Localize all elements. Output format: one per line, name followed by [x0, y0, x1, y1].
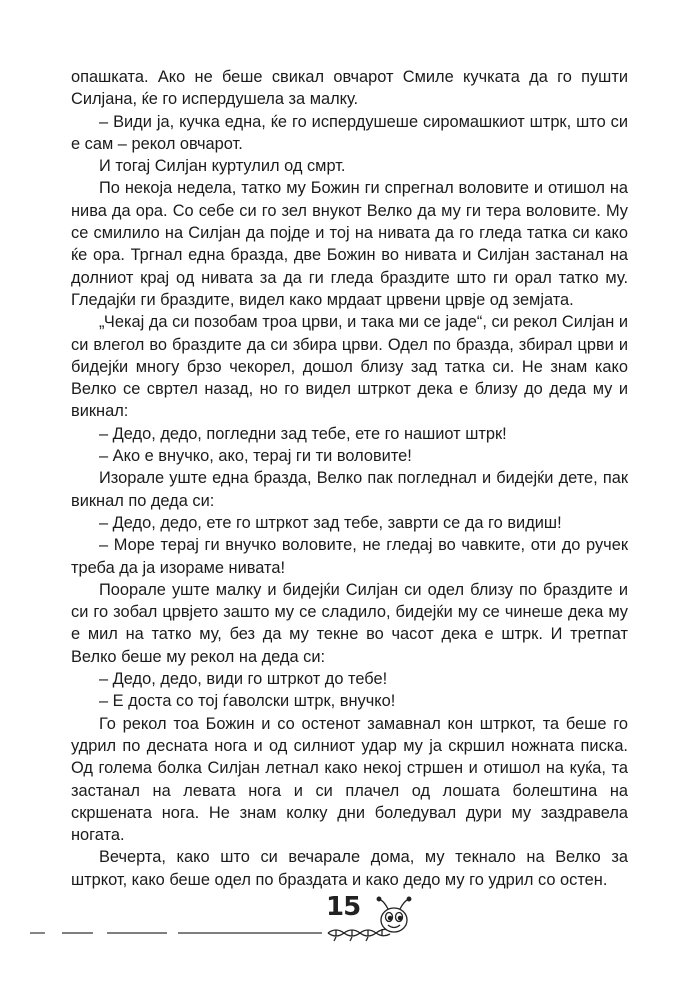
paragraph: – Ако е внучко, ако, терај ги ти воловите!: [99, 447, 412, 466]
paragraph: И тогај Силјан куртулил од смрт.: [99, 157, 346, 176]
paragraph: По некоја недела, татко му Божин ги спрегнал воловите и отишол на нива да ора. Со себе си го зел внукот Велко да му ги тера воловите. Му се смилило на Силјан да појде и тој на нивата да го гледа татка си како ќе ора. Тргнал една бразда, две Божин во нивата и Силјан застанал на долниот крај од нивата за да ги гледа браздите што ги орал татко му. Гледајќи ги браздите, видел како мрдаат црвени црвје од земјата.: [71, 179, 628, 309]
paragraph: – Е доста со тој ѓаволски штрк, внучко!: [99, 692, 396, 711]
paragraph: – Дедо, дедо, ете го штркот зад тебе, заврти се да го видиш!: [99, 513, 562, 532]
paragraph: Поорале уште малку и бидејќи Силјан си одел близу по браздите и си го зобал црвјето зашто му се сладило, бидејќи му се чинеше дека му е мил на татко му, без да му текне во часот дека е штрк. И третпат Велко беше му рекол на деда си:: [71, 580, 628, 666]
paragraph: – Види ја, кучка една, ќе го испердушеше сиромашкиот штрк, што си е сам – рекол овчарот.: [71, 112, 628, 153]
paragraph: – Дедо, дедо, погледни зад тебе, ете го нашиот штрк!: [99, 424, 507, 443]
page-number: 15: [326, 892, 361, 922]
paragraph: – Дедо, дедо, види го штркот до тебе!: [99, 670, 388, 689]
paragraph: Изорале уште една бразда, Велко пак погледнал и бидејќи дете, пак викнал по деда си:: [71, 469, 628, 510]
paragraph: – Море терај ги внучко воловите, не гледај во чавките, оти до ручек треба да ја изораме нивата!: [71, 536, 628, 577]
story-text: [71, 66, 628, 891]
paragraph: Го рекол тоа Божин и со остенот замавнал кон штркот, та беше го удрил по десната нога и од силниот удар му ја скршил ножната писка. Од голема болка Силјан летнал како некој стршен и отишол на куќа, та застанал на левата нога и си плачел од лошата болештина на скршената нога. Не знам колку дни боледувал дури му заздравела ногата.: [71, 714, 628, 845]
paragraph: „Чекај да си позобам троа црви, и така ми се јаде“, си рекол Силјан и си влегол во браздите да си збира црви. Одел по бразда, збирал црви и бидејќи многу брзо чекорел, дошол близу зад татка си. Не знам како Велко се свртел назад, но го видел штркот дека е близу до деда му и викнал:: [71, 313, 628, 421]
paragraph: Вечерта, како што си вечарале дома, му текнало на Велко за штркот, како беше одел по браздата и како дедо му го удрил со остен.: [71, 848, 628, 889]
paragraph: опашката. Ако не беше свикал овчарот Смиле кучката да го пушти Силјана, ќе го испердушела за малку.: [71, 68, 628, 109]
page-footer: [0, 890, 696, 950]
